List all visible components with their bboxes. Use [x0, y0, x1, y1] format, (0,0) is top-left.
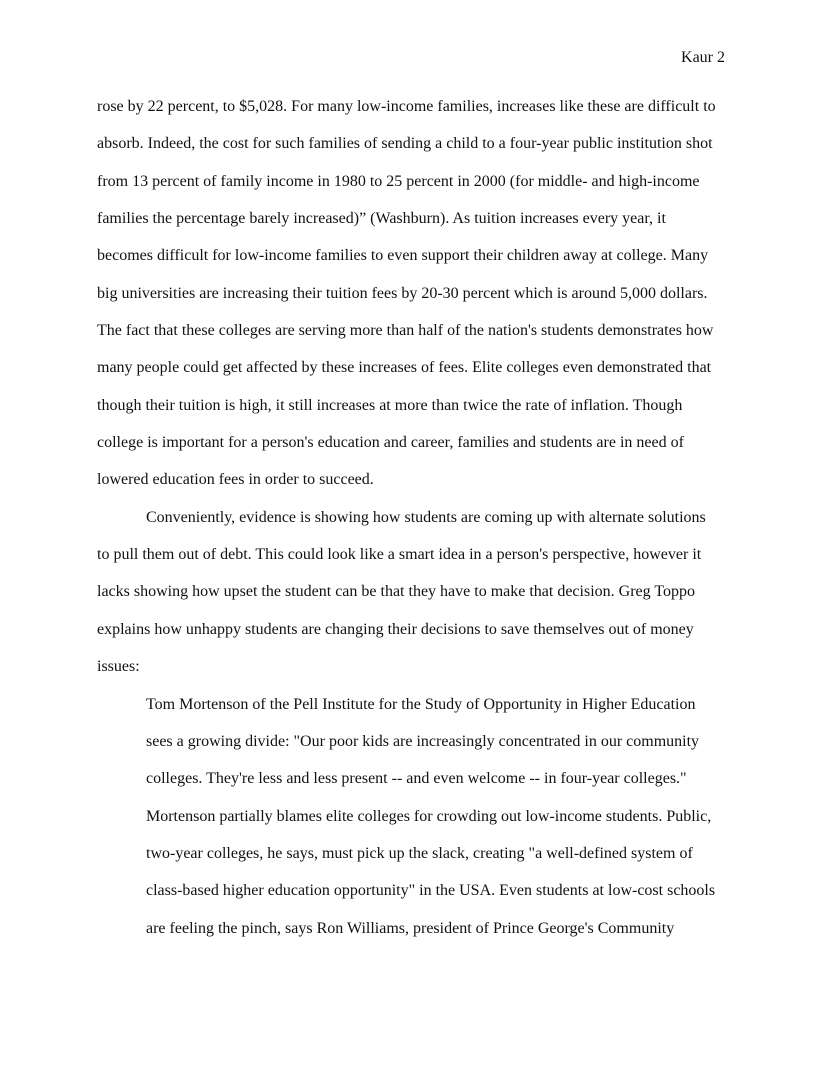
text-line: many people could get affected by these increases of fees. Elite colleges even demonstrated that	[97, 359, 712, 377]
quote-line: Mortenson partially blames elite colleges for crowding out low-income students. Public,	[146, 807, 712, 825]
text-line: rose by 22 percent, to $5,028. For many low-income families, increases like these are difficult to	[97, 98, 716, 115]
quote-line: are feeling the pinch, says Ron Williams, president of Prince George's Community	[146, 919, 675, 937]
text-line: Conveniently, evidence is showing how students are coming up with alternate solutions	[146, 508, 706, 526]
block-quote	[97, 686, 737, 947]
quote-line: Tom Mortenson of the Pell Institute for the Study of Opportunity in Higher Education	[146, 695, 696, 713]
running-head: Kaur 2	[681, 49, 725, 66]
text-line: explains how unhappy students are changing their decisions to save themselves out of money	[97, 620, 694, 638]
text-line: college is important for a person's education and career, families and students are in need of	[97, 434, 684, 452]
text-line: issues:	[97, 658, 140, 676]
text-line: to pull them out of debt. This could look like a smart idea in a person's perspective, however it	[97, 546, 702, 564]
text-line: lowered education fees in order to succeed.	[97, 471, 374, 489]
text-line: becomes difficult for low-income families to even support their children away at college. Many	[97, 247, 709, 265]
quote-line: colleges. They're less and less present -- and even welcome -- in four-year colleges."	[146, 770, 687, 788]
quote-line: sees a growing divide: "Our poor kids are increasingly concentrated in our community	[146, 732, 700, 750]
text-line: big universities are increasing their tuition fees by 20-30 percent which is around 5,000 dollars.	[97, 284, 708, 302]
text-line: though their tuition is high, it still increases at more than twice the rate of inflation. Though	[97, 396, 683, 414]
paragraph-2	[97, 499, 737, 686]
text-line: families the percentage barely increased)” (Washburn). As tuition increases every year, it	[97, 210, 666, 228]
text-line: absorb. Indeed, the cost for such families of sending a child to a four-year public institution shot	[97, 135, 713, 153]
text-line: lacks showing how upset the student can be that they have to make that decision. Greg Toppo	[97, 583, 695, 601]
paragraph-1	[97, 88, 737, 499]
quote-line: class-based higher education opportunity" in the USA. Even students at low-cost schools	[146, 882, 716, 900]
quote-line: two-year colleges, he says, must pick up the slack, creating "a well-defined system of	[146, 844, 693, 862]
text-line: The fact that these colleges are serving more than half of the nation's students demonstrates how	[97, 322, 714, 340]
document-body	[97, 88, 737, 947]
text-line: from 13 percent of family income in 1980 to 25 percent in 2000 (for middle- and high-income	[97, 172, 700, 190]
